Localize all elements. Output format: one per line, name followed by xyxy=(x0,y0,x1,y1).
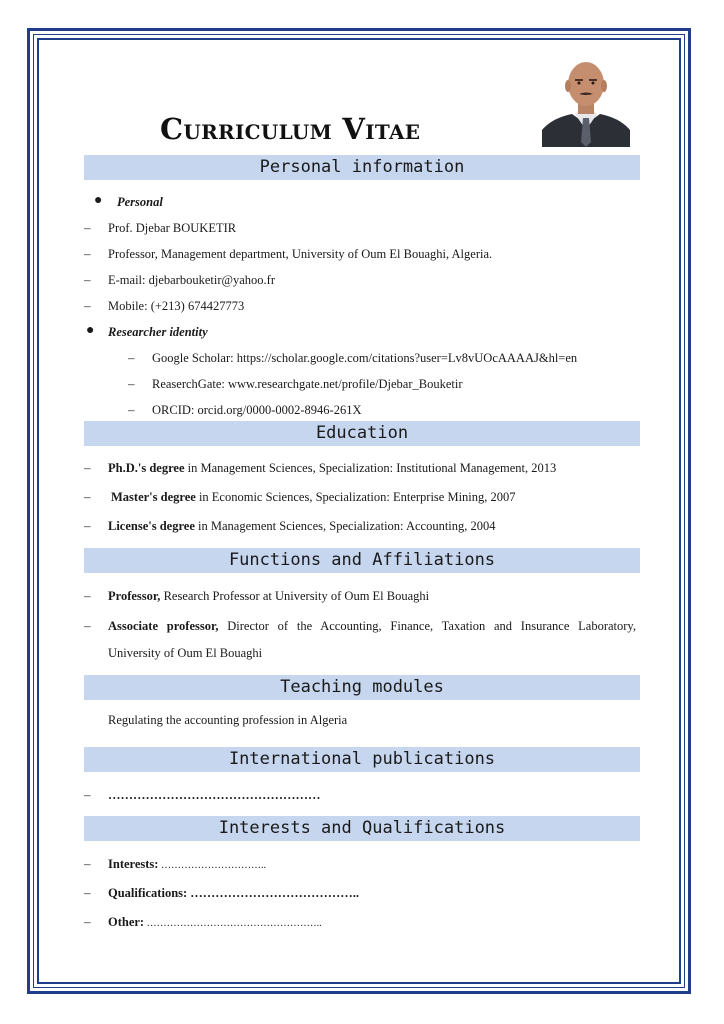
document-title: Curriculum Vitae xyxy=(160,112,421,146)
section-international-publications: International publications xyxy=(84,747,640,772)
person-email: E-mail: djebarbouketir@yahoo.fr xyxy=(108,273,276,287)
degree-detail: in Economic Sciences, Specialization: Enterprise Mining, 2007 xyxy=(195,490,516,504)
interests-label: Interests: xyxy=(108,857,159,871)
publications-placeholder: …………………………………………… xyxy=(108,788,321,802)
dash-icon: – xyxy=(84,856,91,871)
other-label: Other: xyxy=(108,915,145,929)
person-position: Professor, Management department, University of Oum El Bouaghi, Algeria. xyxy=(108,247,493,261)
dash-icon: – xyxy=(84,460,91,475)
education-item xyxy=(108,518,496,534)
section-interests-qualifications: Interests and Qualifications xyxy=(84,816,640,841)
google-scholar-link: Google Scholar: https://scholar.google.com/citations?user=Lv8vUOcAAAAJ&hl=en xyxy=(152,351,578,365)
degree-name: Ph.D.'s degree xyxy=(108,461,185,475)
section-teaching-modules: Teaching modules xyxy=(84,675,640,700)
personal-heading: Personal xyxy=(117,195,163,209)
degree-name: Master's degree xyxy=(111,490,196,504)
bullet-icon: ● xyxy=(86,323,95,338)
interests-value: ………………………….. xyxy=(158,860,266,871)
education-item xyxy=(108,460,556,476)
section-education: Education xyxy=(84,421,640,446)
dash-icon: – xyxy=(84,518,91,533)
function-item xyxy=(108,588,429,604)
education-item xyxy=(111,489,516,505)
interests-item xyxy=(108,856,266,874)
dash-icon: – xyxy=(128,376,135,391)
other-item xyxy=(108,914,322,932)
dash-icon: – xyxy=(84,787,91,802)
section-personal-information: Personal information xyxy=(84,155,640,180)
degree-detail: in Management Sciences, Specialization: Accounting, 2004 xyxy=(194,519,496,533)
teaching-module: Regulating the accounting profession in Algeria xyxy=(108,713,348,727)
person-name: Prof. Djebar BOUKETIR xyxy=(108,221,237,235)
degree-detail: in Management Sciences, Specialization: Institutional Management, 2013 xyxy=(184,461,557,475)
function-role: Associate professor, xyxy=(108,619,219,633)
orcid-link: ORCID: orcid.org/0000-0002-8946-261X xyxy=(152,403,362,417)
researcher-heading: Researcher identity xyxy=(108,325,208,339)
person-photo-icon xyxy=(542,52,630,147)
dash-icon: – xyxy=(84,588,91,603)
dash-icon: – xyxy=(84,618,91,633)
dash-icon: – xyxy=(84,298,91,313)
dash-icon: – xyxy=(84,220,91,235)
function-role: Professor, xyxy=(108,589,161,603)
dash-icon: – xyxy=(128,402,135,417)
dash-icon: – xyxy=(128,350,135,365)
dash-icon: – xyxy=(84,272,91,287)
other-value: …………………………………………….. xyxy=(144,918,322,929)
qualifications-label: Qualifications: xyxy=(108,886,188,900)
dash-icon: – xyxy=(84,246,91,261)
degree-name: License's degree xyxy=(108,519,195,533)
qualifications-value: ………………………………….. xyxy=(187,886,360,900)
function-detail-continued: University of Oum El Bouaghi xyxy=(108,646,263,660)
researchgate-link: ReaserchGate: www.researchgate.net/profile/Djebar_Bouketir xyxy=(152,377,463,391)
function-item xyxy=(108,618,636,634)
section-functions-affiliations: Functions and Affiliations xyxy=(84,548,640,573)
dash-icon: – xyxy=(84,914,91,929)
bullet-icon: ● xyxy=(94,193,103,208)
dash-icon: – xyxy=(84,885,91,900)
qualifications-item xyxy=(108,885,359,901)
function-detail: Research Professor at University of Oum El Bouaghi xyxy=(160,589,430,603)
dash-icon: – xyxy=(84,489,91,504)
function-detail: Director of the Accounting, Finance, Taxation and Insurance Laboratory, xyxy=(218,619,636,633)
person-mobile: Mobile: (+213) 674427773 xyxy=(108,299,245,313)
